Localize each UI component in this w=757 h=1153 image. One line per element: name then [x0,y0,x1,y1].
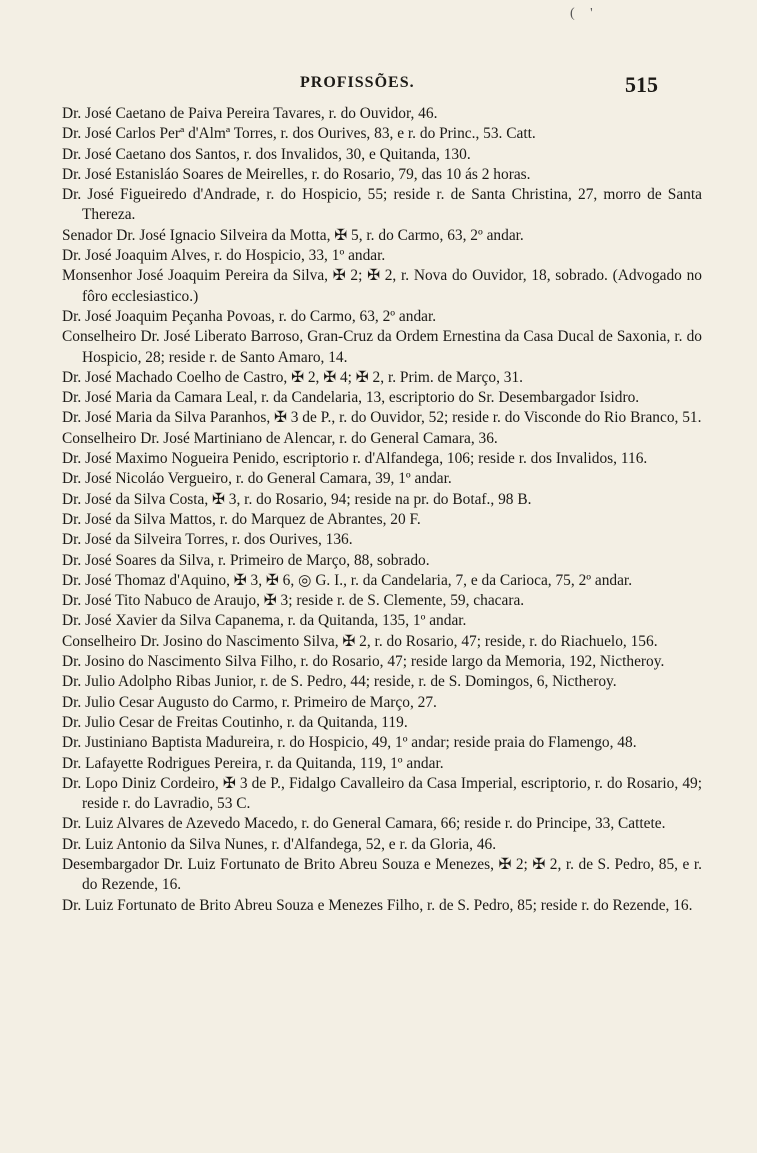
directory-entry: Dr. José Thomaz d'Aquino, ✠ 3, ✠ 6, ◎ G. I., r. da Candelaria, 7, e da Carioca, 75, 2º andar. [62,571,633,589]
page-header [0,72,757,100]
directory-entry: Senador Dr. José Ignacio Silveira da Motta, ✠ 5, r. do Carmo, 63, 2º andar. [62,226,524,244]
directory-entry: Conselheiro Dr. José Liberato Barroso, Gran-Cruz da Ordem Ernestina da Casa Ducal de Saxonia, r. do Hospicio, 28; reside r. de Santo Amaro, 14. [62,328,702,366]
page-number: 515 [625,72,658,97]
directory-entry: Dr. José da Silva Mattos, r. do Marquez de Abrantes, 20 F. [62,510,421,528]
directory-entry: Dr. José Joaquim Peçanha Povoas, r. do Carmo, 63, 2º andar. [62,307,437,325]
directory-entry: Dr. José Nicoláo Vergueiro, r. do General Camara, 39, 1º andar. [62,470,452,488]
directory-entry: Dr. José Caetano de Paiva Pereira Tavares, r. do Ouvidor, 46. [62,105,438,122]
directory-entry: Dr. José Maria da Silva Paranhos, ✠ 3 de P., r. do Ouvidor, 52; reside r. do Visconde do Rio Branco, 51. [62,409,702,427]
top-marks: ( ' [570,6,599,21]
directory-entry: Dr. Luiz Fortunato de Brito Abreu Souza e Menezes Filho, r. de S. Pedro, 85; reside r. do Rezende, 16. [62,896,693,914]
directory-entry: Dr. José Joaquim Alves, r. do Hospicio, 33, 1º andar. [62,247,386,265]
directory-entry: Dr. Lopo Diniz Cordeiro, ✠ 3 de P., Fidalgo Cavalleiro da Casa Imperial, escriptorio, r. do Rosario, 49; reside r. do Lavradio, 53 C. [62,774,702,813]
directory-entry: Dr. José da Silveira Torres, r. dos Ourives, 136. [62,531,353,549]
directory-entry: Dr. Justiniano Baptista Madureira, r. do Hospicio, 49, 1º andar; reside praia do Flamengo, 48. [62,734,637,752]
directory-entry: Monsenhor José Joaquim Pereira da Silva, ✠ 2; ✠ 2, r. Nova do Ouvidor, 18, sobrado. (Advogado no fôro ecclesiastico.) [62,267,702,305]
directory-entry: Dr. Julio Cesar Augusto do Carmo, r. Primeiro de Março, 27. [62,693,437,711]
directory-entry: Dr. José Machado Coelho de Castro, ✠ 2, ✠ 4; ✠ 2, r. Prim. de Março, 31. [62,368,524,386]
directory-entry: Dr. Luiz Alvares de Azevedo Macedo, r. do General Camara, 66; reside r. do Principe, 33, Cattete. [62,815,666,833]
directory-entry: Dr. José Maximo Nogueira Penido, escriptorio r. d'Alfandega, 106; reside r. dos Invalidos, 116. [62,450,648,468]
page-title: PROFISSÕES. [300,74,415,91]
directory-entry: Dr. José Carlos Perª d'Almª Torres, r. dos Ourives, 83, e r. do Princ., 53. Catt. [62,125,536,143]
directory-entry: Conselheiro Dr. José Martiniano de Alencar, r. do General Camara, 36. [62,429,498,447]
directory-entry: Dr. Josino do Nascimento Silva Filho, r. do Rosario, 47; reside largo da Memoria, 192, Nictheroy. [62,653,665,671]
directory-entry: Dr. José Figueiredo d'Andrade, r. do Hospicio, 55; reside r. de Santa Christina, 27, morro de Santa Thereza. [62,186,702,224]
directory-entries [62,104,702,916]
directory-entry: Desembargador Dr. Luiz Fortunato de Brito Abreu Souza e Menezes, ✠ 2; ✠ 2, r. de S. Pedro, 85, e r. do Rezende, 16. [62,855,702,894]
directory-entry: Dr. José Tito Nabuco de Araujo, ✠ 3; reside r. de S. Clemente, 59, chacara. [62,592,525,610]
directory-entry: Dr. José Xavier da Silva Capanema, r. da Quitanda, 135, 1º andar. [62,612,467,630]
directory-entry: Conselheiro Dr. Josino do Nascimento Silva, ✠ 2, r. do Rosario, 47; reside, r. do Riachuelo, 156. [62,632,658,650]
directory-entry: Dr. José da Silva Costa, ✠ 3, r. do Rosario, 94; reside na pr. do Botaf., 98 B. [62,490,532,508]
directory-entry: Dr. José Soares da Silva, r. Primeiro de Março, 88, sobrado. [62,551,430,569]
directory-entry: Dr. Julio Cesar de Freitas Coutinho, r. da Quitanda, 119. [62,713,408,731]
directory-entry: Dr. Luiz Antonio da Silva Nunes, r. d'Alfandega, 52, e r. da Gloria, 46. [62,835,497,853]
directory-entry: Dr. Lafayette Rodrigues Pereira, r. da Quitanda, 119, 1º andar. [62,754,444,772]
directory-entry: Dr. José Estanisláo Soares de Meirelles, r. do Rosario, 79, das 10 ás 2 horas. [62,165,531,183]
directory-entry: Dr. José Maria da Camara Leal, r. da Candelaria, 13, escriptorio do Sr. Desembargador Isidro. [62,389,640,407]
directory-entry: Dr. José Caetano dos Santos, r. dos Invalidos, 30, e Quitanda, 130. [62,145,471,163]
directory-entry: Dr. Julio Adolpho Ribas Junior, r. de S. Pedro, 44; reside, r. de S. Domingos, 6, Nictheroy. [62,673,617,691]
